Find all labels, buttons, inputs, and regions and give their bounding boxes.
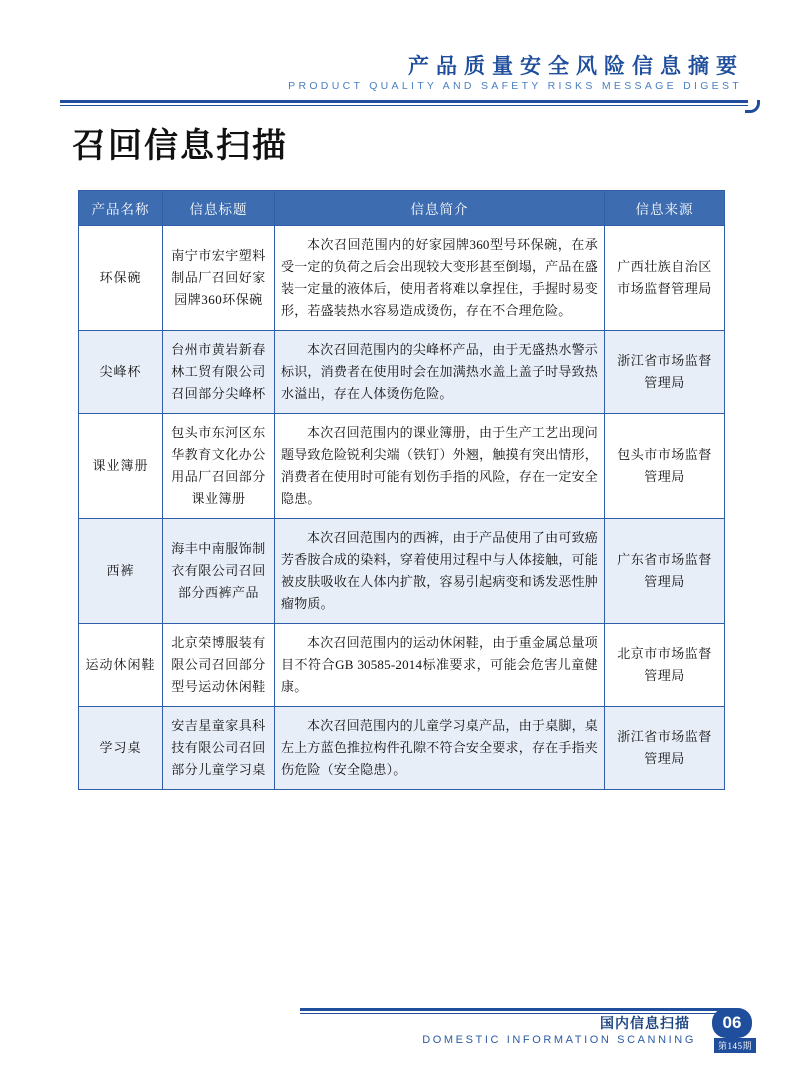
- header-rule: [60, 100, 748, 103]
- cell-info-title: 包头市东河区东华教育文化办公用品厂召回部分课业簿册: [163, 414, 275, 519]
- cell-info-desc: 本次召回范围内的儿童学习桌产品，由于桌脚，桌左上方蓝色推拉构件孔隙不符合安全要求，存在手指夹伤危险（安全隐患）。: [275, 707, 605, 790]
- header-title-cn: 产品质量安全风险信息摘要: [408, 54, 744, 78]
- cell-info-title: 安吉星童家具科技有限公司召回部分儿童学习桌: [163, 707, 275, 790]
- page-footer: [0, 1000, 800, 1056]
- column-header-info-title: 信息标题: [163, 191, 275, 226]
- cell-info-source: 广东省市场监督管理局: [605, 519, 725, 624]
- cell-info-title: 海丰中南服饰制衣有限公司召回部分西裤产品: [163, 519, 275, 624]
- cell-info-desc: 本次召回范围内的好家园牌360型号环保碗，在承受一定的负荷之后会出现较大变形甚至倒塌，产品在盛装一定量的液体后，使用者将难以拿捏住，手握时易变形，若盛装热水容易造成烫伤，存在不合理危险。: [275, 226, 605, 331]
- header-rule-thin: [60, 105, 748, 106]
- cell-product-name: 西裤: [79, 519, 163, 624]
- table-body: [79, 226, 725, 790]
- table-row: [79, 519, 725, 624]
- header-corner-decoration: [745, 100, 760, 113]
- recall-table: [78, 190, 725, 790]
- table-row: [79, 624, 725, 707]
- cell-product-name: 运动休闲鞋: [79, 624, 163, 707]
- cell-info-source: 浙江省市场监督管理局: [605, 707, 725, 790]
- table-header: [79, 191, 725, 226]
- cell-info-source: 广西壮族自治区市场监督管理局: [605, 226, 725, 331]
- issue-label: 第145期: [714, 1038, 756, 1053]
- cell-product-name: 尖峰杯: [79, 331, 163, 414]
- recall-table-container: [78, 190, 724, 790]
- cell-product-name: 学习桌: [79, 707, 163, 790]
- cell-info-desc: 本次召回范围内的运动休闲鞋，由于重金属总量项目不符合GB 30585-2014标准要求，可能会危害儿童健康。: [275, 624, 605, 707]
- cell-info-title: 南宁市宏宇塑料制品厂召回好家园牌360环保碗: [163, 226, 275, 331]
- cell-product-name: 环保碗: [79, 226, 163, 331]
- table-row: [79, 226, 725, 331]
- cell-product-name: 课业簿册: [79, 414, 163, 519]
- header-title-en: PRODUCT QUALITY AND SAFETY RISKS MESSAGE DIGEST: [288, 80, 742, 92]
- cell-info-source: 包头市市场监督管理局: [605, 414, 725, 519]
- page-header: [0, 50, 800, 110]
- footer-section-cn: 国内信息扫描: [600, 1017, 690, 1032]
- table-row: [79, 331, 725, 414]
- cell-info-source: 北京市市场监督管理局: [605, 624, 725, 707]
- cell-info-desc: 本次召回范围内的课业簿册，由于生产工艺出现问题导致危险锐利尖端（铁钉）外翘，触摸有突出情形，消费者在使用时可能有划伤手指的风险，存在一定安全隐患。: [275, 414, 605, 519]
- cell-info-desc: 本次召回范围内的西裤，由于产品使用了由可致癌芳香胺合成的染料，穿着使用过程中与人体接触，可能被皮肤吸收在人体内扩散，容易引起病变和诱发恶性肿瘤物质。: [275, 519, 605, 624]
- cell-info-source: 浙江省市场监督管理局: [605, 331, 725, 414]
- table-row: [79, 707, 725, 790]
- page-number-badge: 06: [712, 1008, 752, 1038]
- column-header-info-source: 信息来源: [605, 191, 725, 226]
- cell-info-title: 台州市黄岩新春林工贸有限公司召回部分尖峰杯: [163, 331, 275, 414]
- cell-info-desc: 本次召回范围内的尖峰杯产品，由于无盛热水警示标识，消费者在使用时会在加满热水盖上盖子时导致热水溢出，存在人体烫伤危险。: [275, 331, 605, 414]
- table-row: [79, 414, 725, 519]
- page-title: 召回信息扫描: [72, 128, 288, 165]
- table-header-row: [79, 191, 725, 226]
- column-header-product-name: 产品名称: [79, 191, 163, 226]
- footer-rule: [300, 1008, 738, 1011]
- cell-info-title: 北京荣博服装有限公司召回部分型号运动休闲鞋: [163, 624, 275, 707]
- column-header-info-desc: 信息简介: [275, 191, 605, 226]
- footer-section-en: DOMESTIC INFORMATION SCANNING: [422, 1034, 696, 1046]
